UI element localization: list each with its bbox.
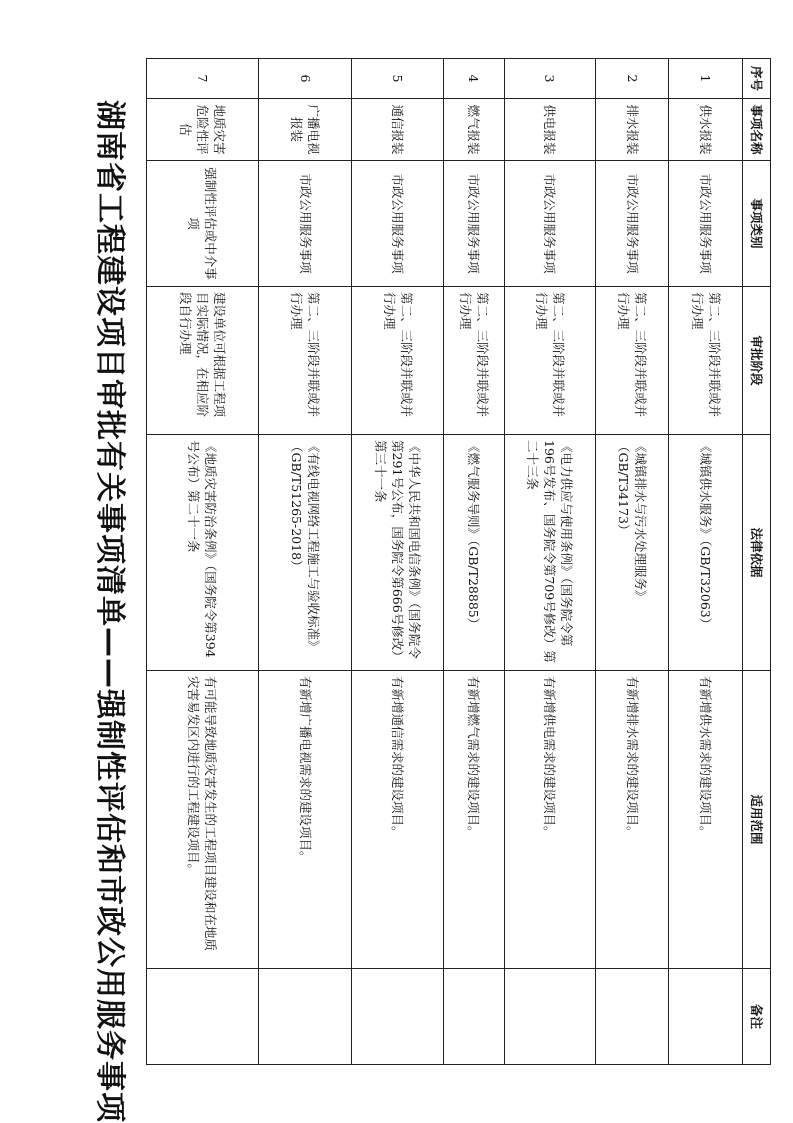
header-no: 序号 <box>743 59 771 99</box>
cell-category: 市政公用服务事项 <box>504 161 595 287</box>
table-row <box>443 59 504 1065</box>
cell-remark <box>258 969 352 1065</box>
cell-stage: 第二、三阶段并联或并行办理 <box>669 287 743 435</box>
cell-no: 5 <box>352 59 443 99</box>
table-row <box>669 59 743 1065</box>
cell-scope: 有新增排水需求的建设项目。 <box>595 671 669 969</box>
cell-remark <box>352 969 443 1065</box>
cell-no: 2 <box>595 59 669 99</box>
cell-name: 供水报装 <box>669 99 743 161</box>
cell-name: 燃气报装 <box>443 99 504 161</box>
header-name: 事项名称 <box>743 99 771 161</box>
cell-law: 《地质灾害防治条例》（国务院令第394号公布）第二十一条 <box>147 435 259 671</box>
cell-scope: 有新增燃气需求的建设项目。 <box>443 671 504 969</box>
cell-category: 市政公用服务事项 <box>669 161 743 287</box>
cell-no: 7 <box>147 59 259 99</box>
cell-name: 广播电视报装 <box>258 99 352 161</box>
cell-scope: 有可能导致地质灾害发生的工程项目建设和在地质灾害易发区内进行的工程建设项目。 <box>147 671 259 969</box>
cell-law: 《城镇排水与污水处理服务》（GB/T34173） <box>595 435 669 671</box>
cell-name: 地质灾害危险性评估 <box>147 99 259 161</box>
cell-stage: 第二、三阶段并联或并行办理 <box>504 287 595 435</box>
header-row <box>743 59 771 1065</box>
table-row <box>504 59 595 1065</box>
page-title: 湖南省工程建设项目审批有关事项清单——强制性评估和市政公用服务事项 <box>92 100 127 1123</box>
cell-category: 市政公用服务事项 <box>258 161 352 287</box>
header-remark: 备注 <box>743 969 771 1065</box>
items-table <box>146 58 771 1065</box>
cell-no: 4 <box>443 59 504 99</box>
cell-scope: 有新增广播电视需求的建设项目。 <box>258 671 352 969</box>
cell-stage: 第二、三阶段并联或并行办理 <box>443 287 504 435</box>
cell-name: 通信报装 <box>352 99 443 161</box>
cell-law: 《中华人民共和国电信条例》（国务院令第291号公布，国务院令第666号修改）第三十一条 <box>352 435 443 671</box>
cell-stage: 第二、三阶段并联或并行办理 <box>352 287 443 435</box>
cell-name: 供电报装 <box>504 99 595 161</box>
cell-no: 1 <box>669 59 743 99</box>
header-stage: 审批阶段 <box>743 287 771 435</box>
cell-stage: 第二、三阶段并联或并行办理 <box>258 287 352 435</box>
cell-no: 3 <box>504 59 595 99</box>
cell-stage: 第二、三阶段并联或并行办理 <box>595 287 669 435</box>
cell-name: 排水报装 <box>595 99 669 161</box>
header-law: 法律依据 <box>743 435 771 671</box>
table-row <box>147 59 259 1065</box>
cell-scope: 有新增通信需求的建设项目。 <box>352 671 443 969</box>
cell-law: 《有线电视网络工程施工与验收标准》（GB/T51265-2018） <box>258 435 352 671</box>
header-category: 事项类别 <box>743 161 771 287</box>
table-row <box>595 59 669 1065</box>
cell-no: 6 <box>258 59 352 99</box>
cell-remark <box>443 969 504 1065</box>
cell-stage: 建设单位可根据工程项目实际情况，在相应阶段自行办理 <box>147 287 259 435</box>
cell-law: 《电力供应与使用条例》（国务院令第196号发布、国务院令第709号修改）第二十三条 <box>504 435 595 671</box>
cell-category: 市政公用服务事项 <box>443 161 504 287</box>
cell-scope: 有新增供电需求的建设项目。 <box>504 671 595 969</box>
cell-remark <box>504 969 595 1065</box>
header-scope: 适用范围 <box>743 671 771 969</box>
table-row <box>258 59 352 1065</box>
cell-category: 市政公用服务事项 <box>595 161 669 287</box>
cell-remark <box>147 969 259 1065</box>
cell-category: 强制性评估或中介事项 <box>147 161 259 287</box>
cell-remark <box>595 969 669 1065</box>
cell-law: 《城镇供水服务》（GB/T32063） <box>669 435 743 671</box>
cell-law: 《燃气服务导则》（GB/T28885） <box>443 435 504 671</box>
table-row <box>352 59 443 1065</box>
cell-category: 市政公用服务事项 <box>352 161 443 287</box>
cell-scope: 有新增供水需求的建设项目。 <box>669 671 743 969</box>
cell-remark <box>669 969 743 1065</box>
